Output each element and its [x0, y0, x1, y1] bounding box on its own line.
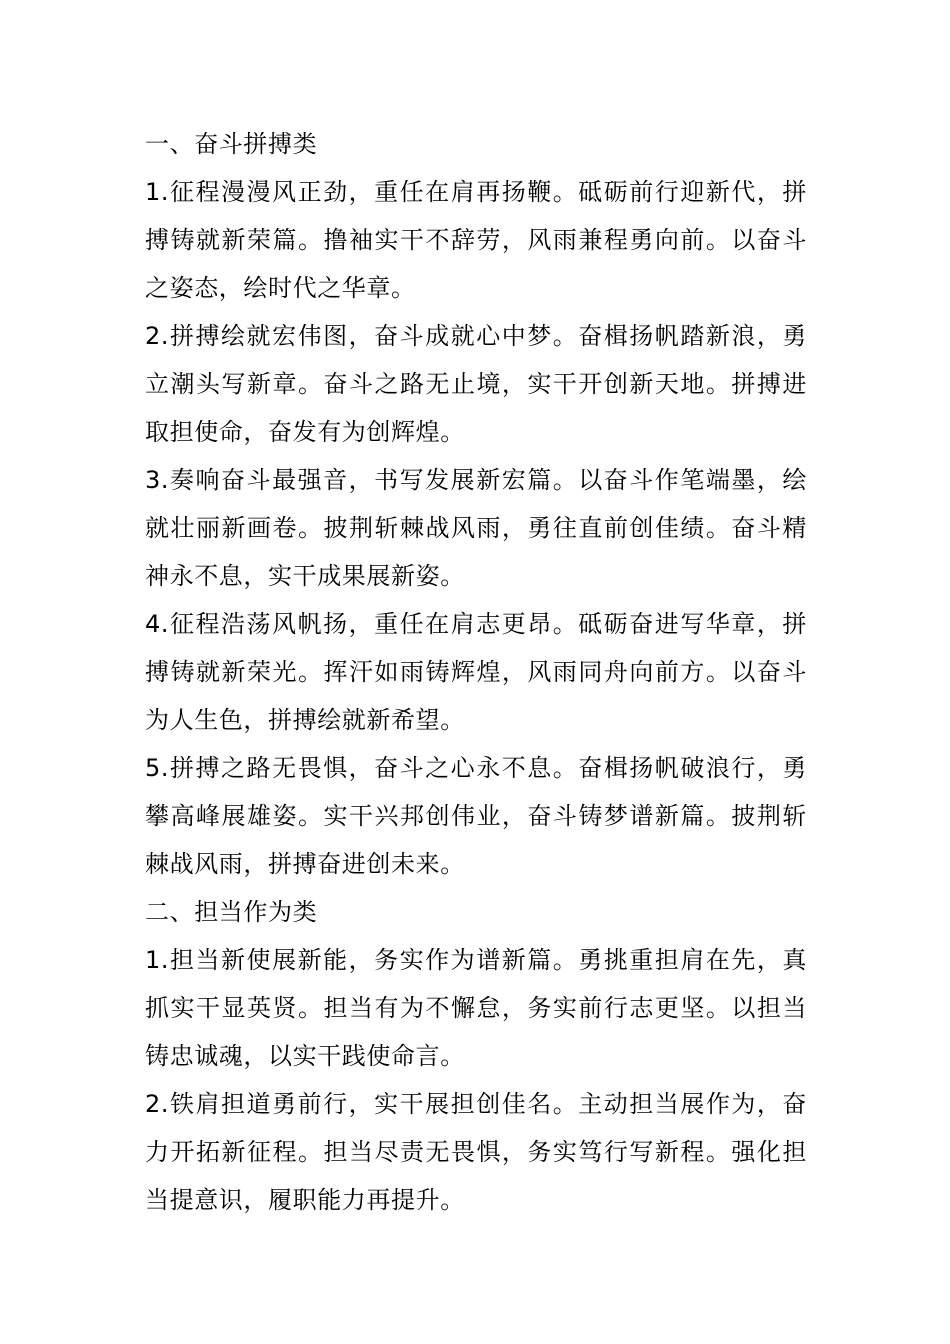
paragraph-item: 5.拼搏之路无畏惧，奋斗之心永不息。奋楫扬帆破浪行，勇攀高峰展雄姿。实干兴邦创伟业，奋斗铸梦谱新篇。披荆斩棘战风雨，拼搏奋进创未来。: [145, 754, 807, 878]
section-responsibility: [145, 888, 807, 1224]
paragraph-item: 4.征程浩荡风帆扬，重任在肩志更昂。砥砺奋进写华章，拼搏铸就新荣光。挥汗如雨铸辉煌，风雨同舟向前方。以奋斗为人生色，拼搏绘就新希望。: [145, 610, 807, 734]
paragraph-item: 2.拼搏绘就宏伟图，奋斗成就心中梦。奋楫扬帆踏新浪，勇立潮头写新章。奋斗之路无止境，实干开创新天地。拼搏进取担使命，奋发有为创辉煌。: [145, 322, 807, 446]
paragraph-item: 1.征程漫漫风正劲，重任在肩再扬鞭。砥砺前行迎新代，拼搏铸就新荣篇。撸袖实干不辞劳，风雨兼程勇向前。以奋斗之姿态，绘时代之华章。: [145, 178, 807, 302]
paragraph-item: 1.担当新使展新能，务实作为谱新篇。勇挑重担肩在先，真抓实干显英贤。担当有为不懈怠，务实前行志更坚。以担当铸忠诚魂，以实干践使命言。: [145, 946, 807, 1070]
section-struggle: [145, 120, 807, 888]
paragraph-item: 2.铁肩担道勇前行，实干展担创佳名。主动担当展作为，奋力开拓新征程。担当尽责无畏惧，务实笃行写新程。强化担当提意识，履职能力再提升。: [145, 1090, 807, 1214]
paragraph-item: 3.奏响奋斗最强音，书写发展新宏篇。以奋斗作笔端墨，绘就壮丽新画卷。披荆斩棘战风雨，勇往直前创佳绩。奋斗精神永不息，实干成果展新姿。: [145, 466, 807, 590]
section-heading: 一、奋斗拼搏类: [145, 130, 318, 158]
section-heading: 二、担当作为类: [145, 898, 318, 926]
document-body: [145, 120, 807, 1224]
